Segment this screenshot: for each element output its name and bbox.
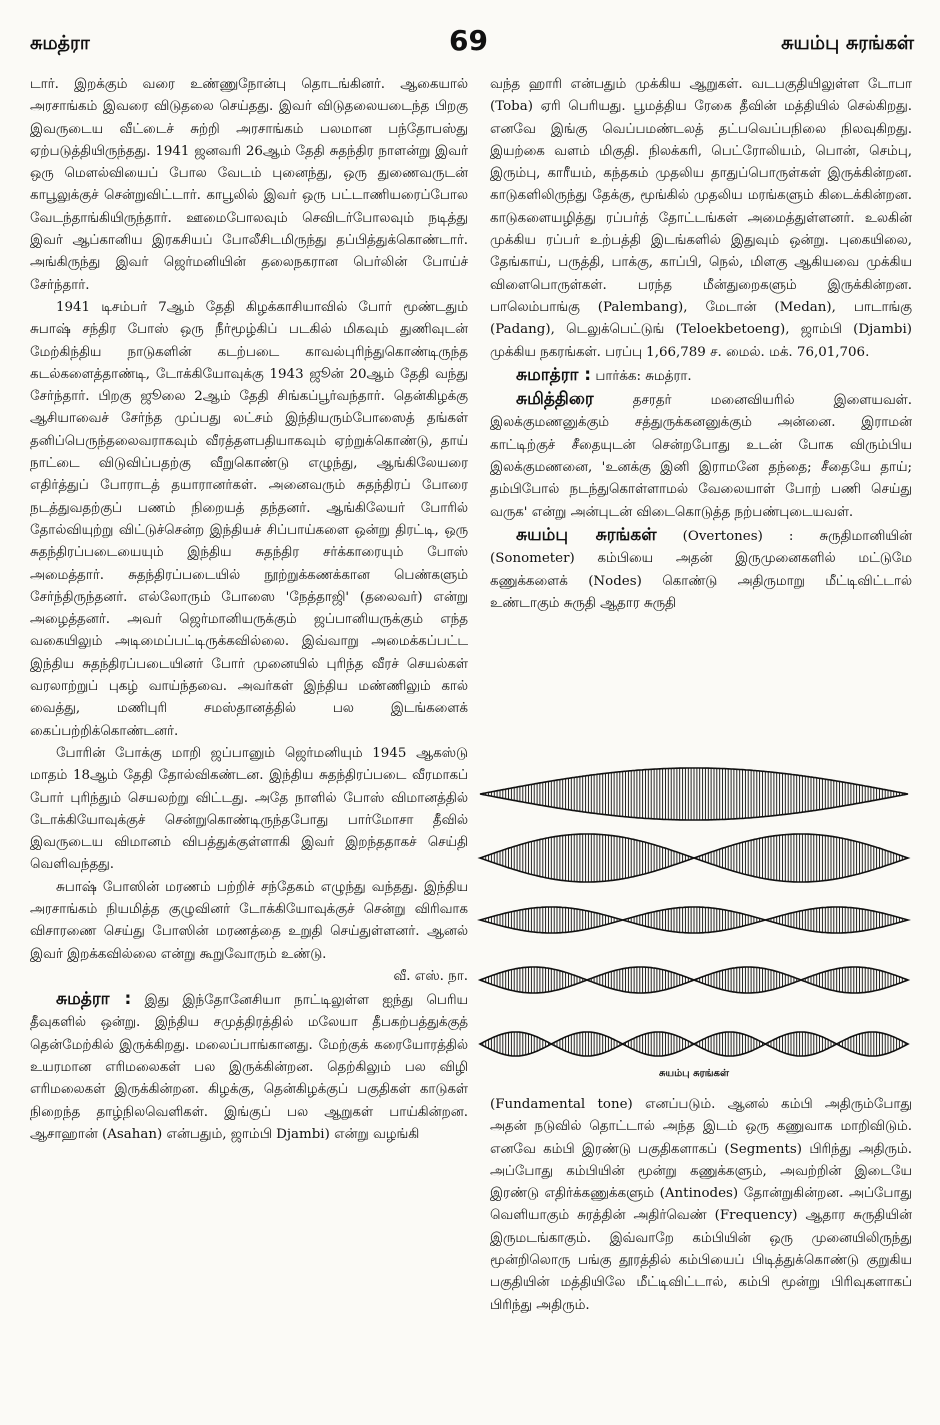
paragraph-bose-1: டார். இறக்கும் வரை உண்ணுநோன்பு தொடங்கினர். ஆகையால் அரசாங்கம் இவரை விடுதலை செய்தது. இவர் விடுதலையடைந்த பிறகு இவருடைய வீட்டைச் சுற்றி அரசாங்கம் பலமான பந்தோபஸ்து ஏற்படுத்தியிருந்தது. 1941 ஜனவரி 26ஆம் தேதி சுதந்திர நாளன்று இவர் ஒரு மௌல்வியைப் போல வேடம் புனைந்து, ஒரு துணைவருடன் காபூலுக்குச் சென்றுவிட்டார். காபூலில் இவர் ஒரு பட்டாணியரைப்போல வேடந்தாங்கியிருந்தார். ஊமைபோலவும் செவிடர்போலவும் நடித்து இவர் ஆப்கானிய இரகசியப் போலீசிடமிருந்து தப்பித்துக்கொண்டார். அங்கிருந்து இவர் ஜெர்மனியின் தலைநகரான பெர்லின் போய்ச் சேர்ந்தார். bbox=[30, 77, 468, 293]
entry-term-overtones: சுயம்பு சுரங்கள் bbox=[516, 524, 657, 545]
paragraph-sumatra-cont: வந்த ஹாரி என்பதும் முக்கிய ஆறுகள். வடபகுதியிலுள்ள டோபா (Toba) ஏரி பெரியது. பூமத்திய ரேகை தீவின் மத்தியில் செல்கிறது. எனவே இங்கு வெப்பமண்டலத் தட்பவெப்பநிலை நிலவுகிறது. இயற்கை வளம் மிகுதி. நிலக்கரி, பெட்ரோலியம், பொன், செம்பு, இரும்பு, காரீயம், கந்தகம் முதலிய தாதுப்பொருள்கள் இருக்கின்றன. காடுகளிலிருந்து தேக்கு, மூங்கில் முதலிய மரங்களும் கிடைக்கின்றன. காடுகளையழித்து ரப்பர்த் தோட்டங்கள் அமைத்துள்ளனர். உலகின் முக்கிய ரப்பர் உற்பத்தி இடங்களில் இதுவும் ஒன்று. புகையிலை, தேங்காய், பருத்தி, பாக்கு, காப்பி, நெல், மிளகு ஆகியவை முக்கிய விளைபொருள்கள். பரந்த மீன்துறைகளும் இருக்கின்றன. பாலெம்பாங்கு (Palembang), மேடான் (Medan), பாடாங்கு (Padang), டெலுக்பெட்டுங் (Teloekbetoeng), ஜாம்பி (Djambi) முக்கிய நகரங்கள். பரப்பு 1,66,789 ச. மைல். மக். 76,01,706. bbox=[490, 77, 912, 360]
entry-sumatra bbox=[30, 988, 468, 1146]
entry-term-sumatra-variant: சுமாத்ரா : bbox=[516, 364, 592, 385]
entry-text-overtones: சுருதிமானியின் (Sonometer) கம்பியை அதன் இருமுனைகளில் மட்டுமே கணுக்களைக் (Nodes) கொண்டு அதிருமாறு மீட்டிவிட்டால் உண்டாகும் சுருதி ஆதார சுருதி bbox=[490, 528, 912, 611]
page-header bbox=[0, 26, 940, 62]
wave-envelope bbox=[480, 967, 908, 993]
entry-text-sumatra: இது இந்தோனேசியா நாட்டிலுள்ள ஐந்து பெரிய தீவுகளில் ஒன்று. இந்திய சமுத்திரத்தில் மலேயா தீபகற்பத்துக்குத் தென்மேற்கில் இருக்கிறது. மலைப்பாங்கானது. மேற்குக் கரையோரத்தில் உயரமான எரிமலைகள் பல இருக்கின்றன. தெற்கிலும் பல விழி எரிமலைகள் இருக்கின்றன. கிழக்கு, தென்கிழக்குப் பகுதிகள் காடுகள் நிறைந்த தாழ்நிலவெளிகள். இங்குப் பல ஆறுகள் பாய்கின்றன. ஆசாஹான் (Asahan) என்பதும், ஜாம்பி Djambi) என்று வழங்கி bbox=[30, 993, 468, 1142]
standing-wave-mode-1 bbox=[480, 768, 908, 820]
entry-term-overtones-en: (Overtones) : bbox=[682, 528, 794, 544]
author-signature: வீ. எஸ். நா. bbox=[393, 968, 468, 984]
entry-term-sumithirai: சுமித்திரை bbox=[516, 389, 594, 410]
wave-envelope bbox=[480, 1032, 908, 1056]
entry-sumithirai bbox=[490, 388, 912, 524]
standing-wave-mode-4 bbox=[480, 967, 908, 993]
author-signature-row bbox=[30, 966, 468, 988]
paragraph-bose-2: 1941 டிசம்பர் 7ஆம் தேதி கிழக்காசியாவில் போர் மூண்டதும் சுபாஷ் சந்திர போஸ் ஒரு நீர்மூழ்கிப் படகில் மிகவும் துணிவுடன் மேற்கிந்திய நாடுகளின் கடற்படை காவல்புரிந்துகொண்டிருந்த கடல்களைத்தாண்டி, டோக்கியோவுக்கு 1943 ஜூன் 20ஆம் தேதி வந்து சேர்ந்தார். பிறகு ஜூலை 2ஆம் தேதி சிங்கப்பூர்வந்தார். தென்கிழக்கு ஆசியாவைச் சேர்ந்த முப்பது லட்சம் இந்தியரும்போஸைத் தங்கள் தனிப்பெருந்தலைவராகவும் வீரத்தளபதியாகவும் ஏற்றுக்கொண்டு, தாய் நாட்டை விடுவிப்பதற்கு வீறுகொண்டு எழுந்து, ஆங்கிலேயரை எதிர்த்துப் போராடத் தயாரானர்கள். அனைவரும் சுதந்திரப் போரை நடத்துவதற்குப் பணம் நிறையத் தந்தனர். ஆங்கிலேயர் போரில் தோல்வியுற்று விட்டுச்சென்ற இந்தியச் சிப்பாய்களை ஒன்று திரட்டி, ஒரு சுதந்திரப்படையையும் இந்திய சுதந்திர சர்க்காரையும் போஸ் அமைத்தார். சுதந்திரப்படையில் நூற்றுக்கணக்கான பெண்களும் சேர்ந்திருந்தனர். எல்லோரும் போஸை 'நேத்தாஜி' (தலைவர்) என்று அழைத்தனர். அவர் ஜெர்மானியருக்கும் ஜப்பானியருக்கும் எந்த வகையிலும் அடிமைப்பட்டிருக்கவில்லை. இவ்வாறு அமைக்கப்பட்ட இந்திய சுதந்திரப்படையினர் போர் முனையில் புரிந்த வீரச் செயல்கள் வரலாற்றுப் புகழ் வாய்ந்தவை. அவர்கள் இந்திய மண்ணிலும் கால் வைத்து, மணிபுரி சமஸ்தானத்தில் பல இடங்களைக் கைப்பற்றிக்கொண்டனர். bbox=[30, 299, 468, 739]
standing-wave-mode-2 bbox=[480, 834, 908, 882]
running-head-left: சுமத்ரா bbox=[30, 32, 90, 54]
entry-term-sumatra: சுமத்ரா : bbox=[56, 989, 132, 1010]
entry-overtones bbox=[490, 524, 912, 615]
figure-caption: சுயம்பு சுரங்கள் bbox=[659, 1068, 729, 1079]
left-column bbox=[30, 74, 468, 1146]
overtones-figure bbox=[474, 766, 914, 1086]
paragraph-bose-4: சுபாஷ் போஸின் மரணம் பற்றிச் சந்தேகம் எழுந்து வந்தது. இந்திய அரசாங்கம் நியமித்த குழுவினர் டோக்கியோவுக்குச் சென்று விரிவாக விசாரணை செய்து போஸின் மரணத்தை உறுதி செய்துள்ளனர். ஆனல் இவர் இறக்கவில்லை என்று கூறுவோரும் உண்டு. bbox=[30, 879, 468, 962]
entry-text-sumatra-variant: பார்க்க: சுமத்ரா. bbox=[595, 368, 692, 384]
entry-sumatra-variant bbox=[490, 364, 912, 388]
page-number: 69 bbox=[449, 24, 488, 57]
paragraph-bose-3: போரின் போக்கு மாறி ஜப்பானும் ஜெர்மனியும் 1945 ஆகஸ்டு மாதம் 18ஆம் தேதி தோல்விகண்டன. இந்திய சுதந்திரப்படை வீரமாகப் போர் புரிந்தும் செயலற்று விட்டது. அதே நாளில் போஸ் விமானத்தில் டோக்கியோவுக்குச் சென்றுகொண்டிருந்தபோது பார்மோசா தீவில் இவருடைய விமானம் விபத்துக்குள்ளாகி இவர் இறந்ததாகச் செய்தி வெளிவந்தது. bbox=[30, 745, 468, 873]
wave-envelope bbox=[480, 834, 908, 882]
right-column-bottom bbox=[490, 1094, 912, 1317]
paragraph-overtones-cont: (Fundamental tone) எனப்படும். ஆனல் கம்பி அதிரும்போது அதன் நடுவில் தொட்டால் அந்த இடம் ஒரு கணுவாக மாறிவிடும். எனவே கம்பி இரண்டு பகுதிகளாகப் (Segments) பிரிந்து அதிரும். அப்போது கம்பியின் மூன்று கணுக்களும், அவற்றின் இடையே இரண்டு எதிர்க்கணுக்களும் (Antinodes) தோன்றுகின்றன. அப்போது வெளியாகும் சுரத்தின் அதிர்வெண் (Frequency) ஆதார சுருதியின் இருமடங்காகும். இவ்வாறே கம்பியின் ஒரு முனையிலிருந்து மூன்றிலொரு பங்கு தூரத்தில் கம்பியைப் பிடித்துக்கொண்டு குறுகிய பகுதியின் மத்தியிலே மீட்டிவிட்டால், கம்பி மூன்று பிரிவுகளாகப் பிரிந்து அதிரும். bbox=[490, 1097, 912, 1313]
standing-wave-mode-6 bbox=[480, 1032, 908, 1056]
right-column bbox=[490, 74, 912, 615]
entry-text-sumithirai: தசரதர் மனைவியரில் இளையவள். இலக்குமணனுக்கும் சத்துருக்கனனுக்கும் அன்னை. இராமன் காட்டிற்குச் சீதையுடன் சென்றபோது உடன் போக விரும்பிய இலக்குமணனை, 'உனக்கு இனி இராமனே தந்தை; சீதையே தாய்; தம்பிபோல் நடந்துகொள்ளாமல் வேலையாள் போற் பணி செய்து வருக' என்று அன்புடன் விடைகொடுத்த நற்பண்புடையவள். bbox=[490, 393, 912, 520]
running-head-right: சுயம்பு சுரங்கள் bbox=[781, 32, 914, 54]
standing-wave-mode-3 bbox=[480, 907, 908, 933]
